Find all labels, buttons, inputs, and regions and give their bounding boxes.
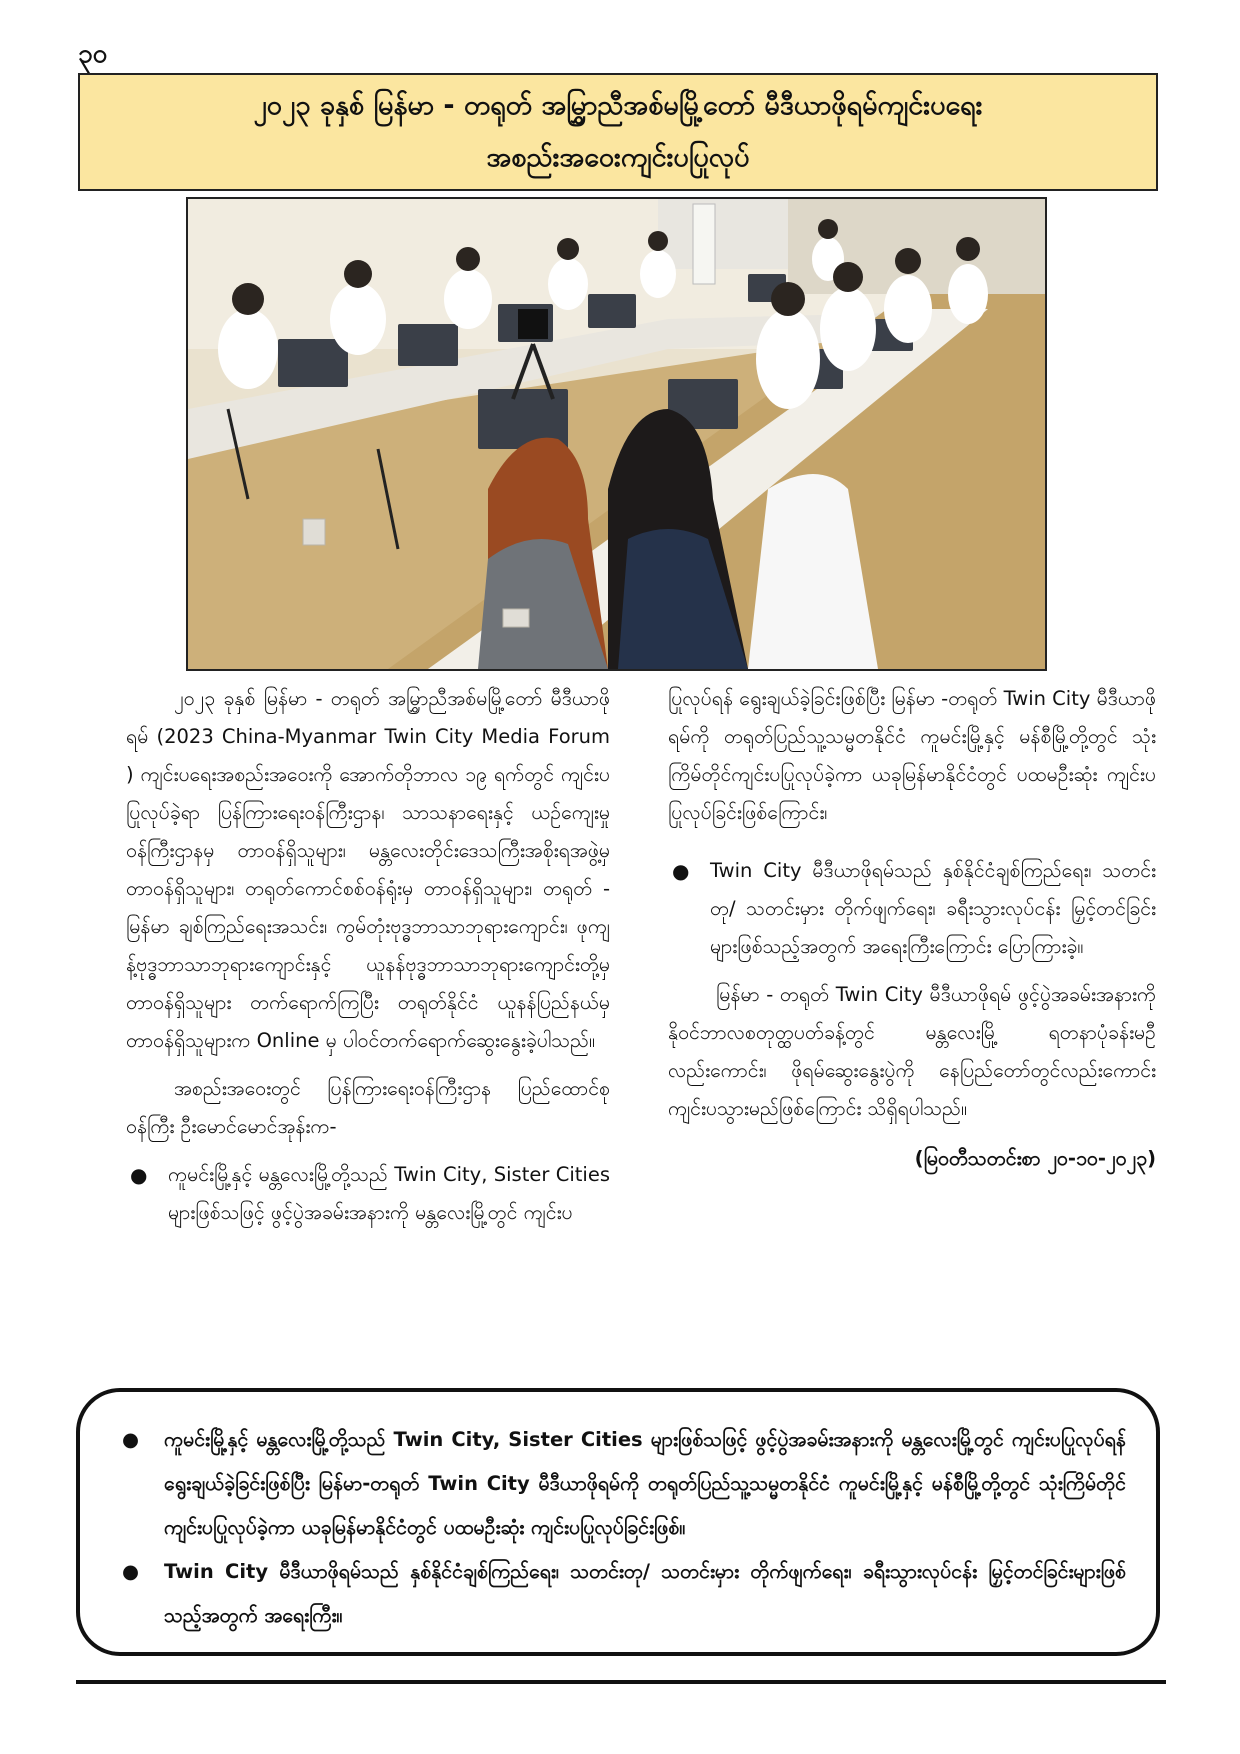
title-line-2: အစည်းအဝေးကျင်းပပြုလုပ်: [486, 142, 750, 173]
article-continuation: ပြုလုပ်ရန် ရွေးချယ်ခဲ့ခြင်းဖြစ်ပြီး မြန်မာ -တရုတ် Twin City မီဒီယာဖိုရမ်ကို တရုတ်ပြည်သူ့သမ္မတနိုင်ငံ ကူမင်းမြို့နှင့် မန်စီမြို့တို့တွင် သုံးကြိမ်တိုင်ကျင်းပပြုလုပ်ခဲ့ကာ ယခုမြန်မာနိုင်ငံတွင် ပထမဦးဆုံး ကျင်းပပြုလုပ်ခြင်းဖြစ်ကြောင်း၊: [668, 687, 1156, 824]
bullet-icon: ●: [122, 1560, 140, 1583]
title-box: [78, 73, 1158, 191]
bottom-rule: [76, 1680, 1166, 1684]
article-bullet-1: [126, 1156, 610, 1232]
article-bullet-2-text: Twin City မီဒီယာဖိုရမ်သည် နှစ်နိုင်ငံချစ်ကြည်ရေး၊ သတင်းတု/ သတင်းမှား တိုက်ဖျက်ရေး၊ ခရီးသွားလုပ်ငန်း မြှင့်တင်ခြင်းများဖြစ်သည့်အတွက် အရေးကြီးကြောင်း ပြောကြားခဲ့။: [710, 859, 1156, 958]
page-number: ၃၀: [78, 39, 108, 69]
meeting-photo: [186, 197, 1047, 671]
article-bullet-1-text: ကူမင်းမြို့နှင့် မန္တလေးမြို့တို့သည် Twin City, Sister Cities များဖြစ်သဖြင့် ဖွင့်ပွဲအခမ်းအနားကို မန္တလေးမြို့တွင် ကျင်းပ: [168, 1163, 610, 1224]
summary-item-2-text: Twin City မီဒီယာဖိုရမ်သည် နှစ်နိုင်ငံချစ်ကြည်ရေး၊ သတင်းတု/ သတင်းမှား တိုက်ဖျက်ရေး၊ ခရီးသွားလုပ်ငန်း မြှင့်တင်ခြင်းများဖြစ်သည့်အတွက် အရေးကြီး။: [164, 1560, 1126, 1627]
article-source: (မြဝတီသတင်းစာ ၂၀-၁၀-၂၀၂၃): [914, 1147, 1156, 1170]
summary-item-1: [110, 1418, 1126, 1550]
meeting-photo-illustration: [188, 199, 1045, 669]
article-right-column: [668, 680, 1156, 1178]
article-left-column: [126, 680, 610, 1232]
article-bullet-2: [668, 852, 1156, 966]
bullet-icon: ●: [672, 859, 690, 883]
article-paragraph-3: မြန်မာ - တရုတ် Twin City မီဒီယာဖိုရမ် ဖွင့်ပွဲအခမ်းအနားကို နိုဝင်ဘာလစတုတ္ထပတ်ခန့်တွင် မန္တလေးမြို့ ရတနာပုံခန်းမဦလည်းကောင်း၊ ဖိုရမ်ဆွေးနွေးပွဲကို နေပြည်တော်တွင်လည်းကောင်း ကျင်းပသွားမည်ဖြစ်ကြောင်း သိရှိရပါသည်။: [668, 983, 1156, 1120]
bullet-icon: ●: [130, 1163, 148, 1187]
bullet-icon: ●: [122, 1428, 140, 1451]
summary-item-2: [110, 1550, 1126, 1638]
article-paragraph-1: ၂၀၂၃ ခုနှစ် မြန်မာ - တရုတ် အမြွှာညီအစ်မမြို့တော် မီဒီယာဖိုရမ် (2023 China-Myanmar Twin City Media Forum ) ကျင်းပရေးအစည်းအဝေးကို အောက်တိုဘာလ ၁၉ ရက်တွင် ကျင်းပပြုလုပ်ခဲ့ရာ ပြန်ကြားရေးဝန်ကြီးဌာန၊ သာသနာရေးနှင့် ယဉ်ကျေးမှုဝန်ကြီးဌာနမှ တာဝန်ရှိသူများ၊ မန္တလေးတိုင်းဒေသကြီးအစိုးရအဖွဲ့မှ တာဝန်ရှိသူများ၊ တရုတ်ကောင်စစ်ဝန်ရုံးမှ တာဝန်ရှိသူများ၊ တရုတ် - မြန်မာ ချစ်ကြည်ရေးအသင်း၊ ကွမ်တုံးဗုဒ္ဓဘာသာဘုရားကျောင်း၊ ဖုကျန့်ဗုဒ္ဓဘာသာဘုရားကျောင်းနှင့် ယူနန်ဗုဒ္ဓဘာသာဘုရားကျောင်းတို့မှ တာဝန်ရှိသူများ တက်ရောက်ကြပြီး တရုတ်နိုင်ငံ ယူနန်ပြည်နယ်မှ တာဝန်ရှိသူများက Online မှ ပါဝင်တက်ရောက်ဆွေးနွေးခဲ့ပါသည်။: [126, 687, 610, 1052]
article-paragraph-2: အစည်းအဝေးတွင် ပြန်ကြားရေးဝန်ကြီးဌာန ပြည်ထောင်စုဝန်ကြီး ဦးမောင်မောင်အုန်းက-: [126, 1077, 610, 1138]
summary-item-1-text: ကူမင်းမြို့နှင့် မန္တလေးမြို့တို့သည် Twin City, Sister Cities များဖြစ်သဖြင့် ဖွင့်ပွဲအခမ်းအနားကို မန္တလေးမြို့တွင် ကျင်းပပြုလုပ်ရန် ရွေးချယ်ခဲ့ခြင်းဖြစ်ပြီး မြန်မာ-တရုတ် Twin City မီဒီယာဖိုရမ်ကို တရုတ်ပြည်သူ့သမ္မတနိုင်ငံ ကူမင်းမြို့နှင့် မန်စီမြို့တို့တွင် သုံးကြိမ်တိုင်ကျင်းပပြုလုပ်ခဲ့ကာ ယခုမြန်မာနိုင်ငံတွင် ပထမဦးဆုံး ကျင်းပပြုလုပ်ခြင်းဖြစ်။: [164, 1428, 1126, 1539]
summary-box: [76, 1388, 1160, 1656]
title-line-1: ၂၀၂၃ ခုနှစ် မြန်မာ - တရုတ် အမြွှာညီအစ်မမြို့တော် မီဒီယာဖိုရမ်ကျင်းပရေး: [253, 90, 983, 121]
